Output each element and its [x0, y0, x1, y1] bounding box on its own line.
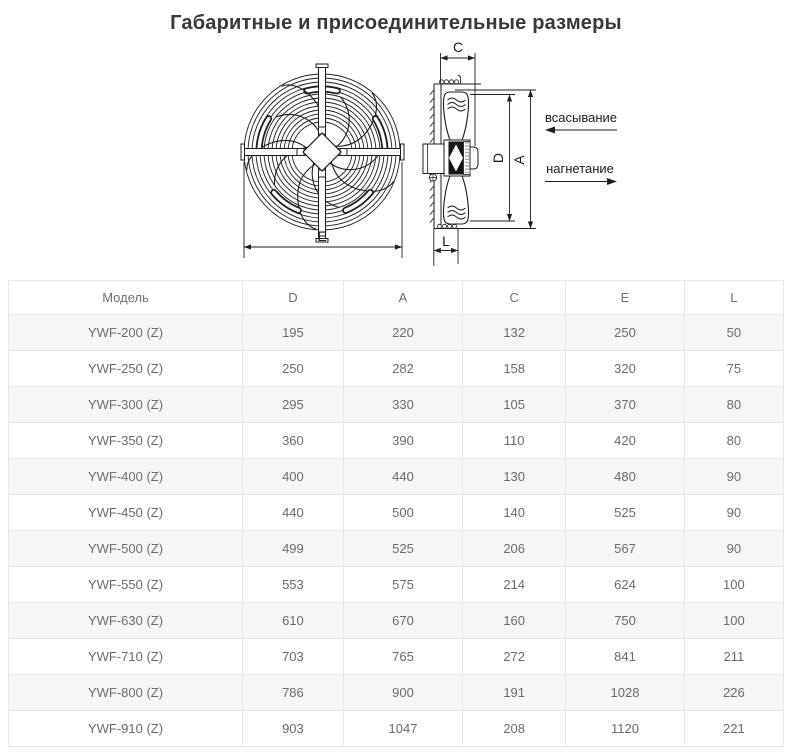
fan-side-view — [423, 76, 536, 229]
table-cell: 610 — [243, 603, 344, 639]
table-cell: 440 — [343, 459, 462, 495]
table-cell: 158 — [463, 351, 566, 387]
dim-L — [434, 229, 458, 267]
table-cell: 499 — [243, 531, 344, 567]
table-cell: 575 — [343, 567, 462, 603]
table-cell: YWF-200 (Z) — [9, 315, 243, 351]
table-cell: 786 — [243, 675, 344, 711]
table-row — [9, 315, 784, 351]
page — [0, 8, 792, 747]
table-cell: 670 — [343, 603, 462, 639]
table-cell: 211 — [684, 639, 783, 675]
table-cell: YWF-300 (Z) — [9, 387, 243, 423]
table-cell: 525 — [566, 495, 685, 531]
table-cell: 105 — [463, 387, 566, 423]
table-row — [9, 423, 784, 459]
table-cell: 525 — [343, 531, 462, 567]
table-cell: 75 — [684, 351, 783, 387]
table-cell: 282 — [343, 351, 462, 387]
table-cell: YWF-910 (Z) — [9, 711, 243, 747]
column-header: C — [463, 281, 566, 315]
column-header: E — [566, 281, 685, 315]
table-cell: 370 — [566, 387, 685, 423]
table-cell: 110 — [463, 423, 566, 459]
table-row — [9, 567, 784, 603]
table-cell: 160 — [463, 603, 566, 639]
table-cell: 480 — [566, 459, 685, 495]
table-cell: 214 — [463, 567, 566, 603]
column-header: A — [343, 281, 462, 315]
table-row — [9, 531, 784, 567]
table-body — [9, 315, 784, 747]
table-cell: 1047 — [343, 711, 462, 747]
table-cell: YWF-550 (Z) — [9, 567, 243, 603]
table-cell: 130 — [463, 459, 566, 495]
hub-assembly — [444, 140, 478, 176]
column-header: D — [243, 281, 344, 315]
dim-label-d: D — [490, 152, 506, 164]
table-cell: 360 — [243, 423, 344, 459]
column-header: L — [684, 281, 783, 315]
table-cell: 272 — [463, 639, 566, 675]
table-row — [9, 675, 784, 711]
suction-label: всасывание — [545, 110, 617, 125]
table-cell: 226 — [684, 675, 783, 711]
table-cell: 100 — [684, 603, 783, 639]
table-cell: 132 — [463, 315, 566, 351]
table-cell: 208 — [463, 711, 566, 747]
table-cell: 400 — [243, 459, 344, 495]
table-cell: YWF-250 (Z) — [9, 351, 243, 387]
table-header — [9, 281, 784, 315]
table-cell: 1028 — [566, 675, 685, 711]
fan-dimension-diagram — [0, 38, 792, 278]
table-cell: 420 — [566, 423, 685, 459]
table-cell: YWF-450 (Z) — [9, 495, 243, 531]
table-row — [9, 711, 784, 747]
table-cell: 903 — [243, 711, 344, 747]
dim-label-c: C — [452, 39, 464, 55]
dim-label-e: E — [317, 228, 327, 244]
table-cell: YWF-350 (Z) — [9, 423, 243, 459]
table-cell: 500 — [343, 495, 462, 531]
table-cell: 553 — [243, 567, 344, 603]
table-cell: YWF-800 (Z) — [9, 675, 243, 711]
table-cell: 703 — [243, 639, 344, 675]
table-cell: YWF-710 (Z) — [9, 639, 243, 675]
dim-label-a: A — [511, 155, 527, 165]
table-cell: 90 — [684, 531, 783, 567]
table-cell: YWF-400 (Z) — [9, 459, 243, 495]
page-title: Габаритные и присоединительные размеры — [170, 12, 622, 34]
table-row — [9, 639, 784, 675]
table-cell: 1120 — [566, 711, 685, 747]
table-cell: 221 — [684, 711, 783, 747]
table-cell: 50 — [684, 315, 783, 351]
table-cell: 765 — [343, 639, 462, 675]
table-row — [9, 495, 784, 531]
table-cell: 320 — [566, 351, 685, 387]
table-cell: 390 — [343, 423, 462, 459]
table-cell: 250 — [243, 351, 344, 387]
table-cell: YWF-500 (Z) — [9, 531, 243, 567]
table-cell: 90 — [684, 459, 783, 495]
table-cell: 567 — [566, 531, 685, 567]
table-cell: 206 — [463, 531, 566, 567]
table-cell: 295 — [243, 387, 344, 423]
table-cell: 80 — [684, 423, 783, 459]
airflow-annotations — [545, 110, 617, 185]
table-cell: YWF-630 (Z) — [9, 603, 243, 639]
table-cell: 750 — [566, 603, 685, 639]
table-cell: 841 — [566, 639, 685, 675]
table-cell: 80 — [684, 387, 783, 423]
table-cell: 195 — [243, 315, 344, 351]
column-header: Модель — [9, 281, 243, 315]
table-cell: 900 — [343, 675, 462, 711]
table-cell: 250 — [566, 315, 685, 351]
table-cell: 330 — [343, 387, 462, 423]
header-row — [9, 281, 784, 315]
table-row — [9, 387, 784, 423]
hub-diamond — [303, 133, 341, 171]
table-cell: 191 — [463, 675, 566, 711]
table-cell: 90 — [684, 495, 783, 531]
table-cell: 624 — [566, 567, 685, 603]
table-row — [9, 351, 784, 387]
table-row — [9, 603, 784, 639]
table-row — [9, 459, 784, 495]
dim-label-l: L — [442, 233, 450, 249]
table-cell: 100 — [684, 567, 783, 603]
fan-front-view — [238, 64, 404, 242]
table-cell: 140 — [463, 495, 566, 531]
table-cell: 220 — [343, 315, 462, 351]
table-cell: 440 — [243, 495, 344, 531]
discharge-label: нагнетание — [546, 161, 614, 176]
dimensions-table — [8, 280, 784, 747]
